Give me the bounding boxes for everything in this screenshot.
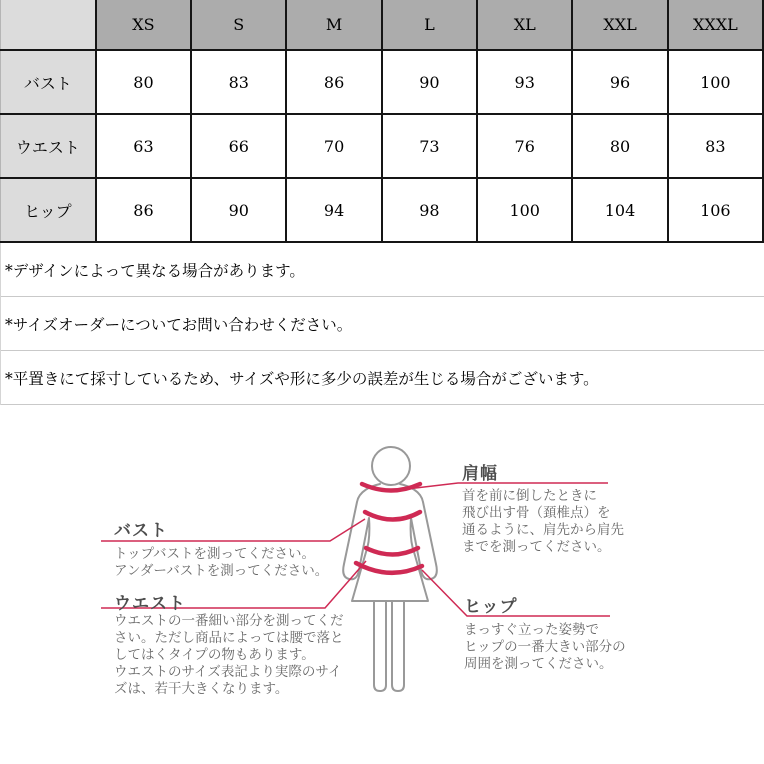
figure-head [372,447,410,485]
table-row-bust [1,50,764,114]
guide-desc-hip [464,621,626,672]
guide-line: 通るように、肩先から肩先 [462,522,624,537]
size-value-cell: 73 [382,114,477,178]
size-column-header: XS [96,0,191,50]
figure-left-leg [374,601,386,691]
guide-line: 周囲を測ってください。 [464,656,613,671]
size-value-cell: 98 [382,178,477,242]
guide-title-hip: ヒップ [464,597,518,616]
row-label: バスト [1,50,96,114]
guide-line: ズは、若干大きくなります。 [114,681,289,696]
note-text: *平置きにて採寸しているため、サイズや形に多少の誤差が生じる場合がございます。 [5,369,599,388]
size-value-cell: 94 [286,178,381,242]
guide-desc-shoulder [462,487,624,555]
size-value-cell: 90 [191,178,286,242]
guide-line: まっすぐ立った姿勢で [464,622,599,637]
guide-line: ウエストのサイズ表記より実際のサイ [114,664,342,679]
note-row [1,297,764,351]
size-value-cell: 100 [477,178,572,242]
corner-cell [1,0,96,50]
row-label: ウエスト [1,114,96,178]
guide-desc-bust [114,545,328,579]
row-label: ヒップ [1,178,96,242]
figure-right-leg [392,601,404,691]
guide-desc-waist [114,612,344,697]
size-column-header: XXXL [668,0,763,50]
note-text: *サイズオーダーについてお問い合わせください。 [5,315,353,334]
guide-line: までを測ってください。 [462,539,611,554]
size-column-header: S [191,0,286,50]
size-column-header: M [286,0,381,50]
table-row-hip [1,178,764,242]
guide-line: してはくタイプの物もあります。 [114,647,315,662]
guide-line: トップバストを測ってください。 [114,546,316,561]
guide-title-waist: ウエスト [114,594,186,613]
size-column-header: L [382,0,477,50]
size-value-cell: 104 [572,178,667,242]
guide-line: 首を前に倒したときに [462,488,597,503]
note-row [1,243,764,297]
size-value-cell: 93 [477,50,572,114]
size-value-cell: 80 [572,114,667,178]
figure-body-outline [343,484,437,601]
size-value-cell: 83 [668,114,763,178]
size-table [0,0,764,243]
size-value-cell: 66 [191,114,286,178]
size-value-cell: 106 [668,178,763,242]
size-value-cell: 90 [382,50,477,114]
guide-title-bust: バスト [114,521,168,540]
size-column-header: XXL [572,0,667,50]
guide-line: ウエストの一番細い部分を測ってくだ [114,613,344,628]
size-value-cell: 63 [96,114,191,178]
size-column-header: XL [477,0,572,50]
waist-measure-arc [366,548,418,555]
size-table-header-row [1,0,764,50]
guide-line: さい。ただし商品によっては腰で落と [114,630,344,645]
note-text: *デザインによって異なる場合があります。 [5,261,305,280]
guide-line: アンダーバストを測ってください。 [114,563,329,578]
measurement-diagram [0,430,764,764]
notes-section [0,243,764,405]
guide-line: ヒップの一番大きい部分の [464,639,626,654]
size-value-cell: 76 [477,114,572,178]
size-value-cell: 86 [286,50,381,114]
note-row [1,351,764,405]
guide-title-shoulder: 肩幅 [462,464,498,483]
table-row-waist [1,114,764,178]
size-value-cell: 70 [286,114,381,178]
size-value-cell: 83 [191,50,286,114]
size-value-cell: 80 [96,50,191,114]
hip-measure-arc [356,563,422,573]
size-value-cell: 96 [572,50,667,114]
guide-line: 飛び出す骨（頚椎点）を [462,505,611,520]
size-value-cell: 86 [96,178,191,242]
size-value-cell: 100 [668,50,763,114]
